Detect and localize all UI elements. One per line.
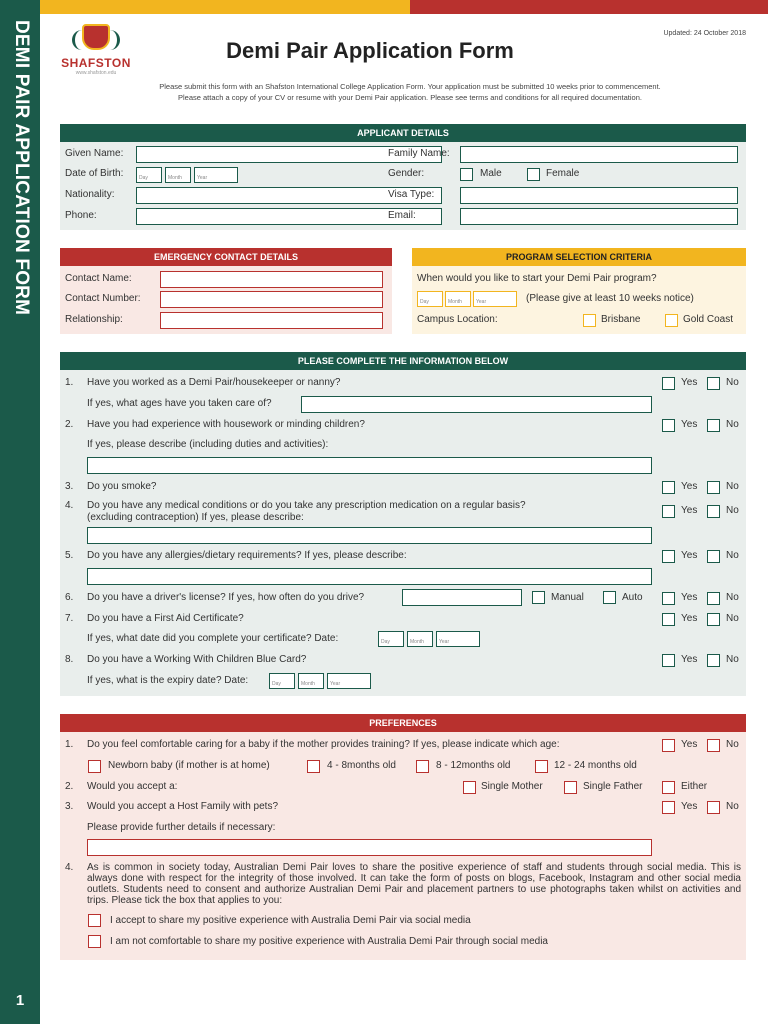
crest-icon xyxy=(82,24,110,50)
age-12-24-checkbox[interactable] xyxy=(535,760,548,773)
intro-text xyxy=(110,81,710,103)
relationship-label: Relationship: xyxy=(65,314,123,325)
yes-label: Yes xyxy=(681,481,698,492)
q7-number: 7. xyxy=(65,613,74,624)
page-title: Demi Pair Application Form xyxy=(226,38,514,63)
q5-yes-checkbox[interactable] xyxy=(662,550,675,563)
newborn-label: Newborn baby (if mother is at home) xyxy=(108,760,270,771)
q4-describe-input[interactable] xyxy=(87,527,652,544)
manual-label: Manual xyxy=(551,592,584,603)
either-label: Either xyxy=(681,781,708,792)
brisbane-checkbox[interactable] xyxy=(583,314,596,327)
applicant-header: APPLICANT DETAILS xyxy=(60,124,746,142)
q2-number: 2. xyxy=(65,419,74,430)
age-4-8-checkbox[interactable] xyxy=(307,760,320,773)
q4-number: 4. xyxy=(65,500,74,511)
q7-no-checkbox[interactable] xyxy=(707,613,720,626)
yes-label: Yes xyxy=(681,592,698,603)
logo-sub: www.shafston.edu xyxy=(75,70,117,76)
contact-number-input[interactable] xyxy=(160,291,383,308)
q6-text: Do you have a driver's license? If yes, how often do you drive? xyxy=(87,592,365,603)
no-label: No xyxy=(726,801,739,812)
yes-label: Yes xyxy=(681,550,698,561)
start-day-input[interactable]: Day xyxy=(417,291,443,307)
q8-month-input[interactable]: Month xyxy=(298,673,324,689)
q4-followup: (excluding contraception) If yes, please describe: xyxy=(87,512,304,523)
top-accent-bar-gold xyxy=(0,0,410,14)
q1-text: Have you worked as a Demi Pair/housekeeper or nanny? xyxy=(87,377,341,388)
family-name-input[interactable] xyxy=(460,146,738,163)
q2-describe-input[interactable] xyxy=(87,457,652,474)
family-name-label: Family Name: xyxy=(388,148,450,159)
gender-label: Gender: xyxy=(388,168,425,179)
contact-number-label: Contact Number: xyxy=(65,293,141,304)
goldcoast-label: Gold Coast xyxy=(683,314,734,325)
q3-yes-checkbox[interactable] xyxy=(662,481,675,494)
email-label: Email: xyxy=(388,210,416,221)
no-label: No xyxy=(726,419,739,430)
notice-text: (Please give at least 10 weeks notice) xyxy=(526,293,694,304)
intro-line-1: Please submit this form with an Shafston International College Application Form. Your application must be submitted 10 weeks prior to commencement. xyxy=(159,82,661,91)
q7-month-input[interactable]: Month xyxy=(407,631,433,647)
q3-number: 3. xyxy=(65,481,74,492)
phone-label: Phone: xyxy=(65,210,97,221)
q6-frequency-input[interactable] xyxy=(402,589,522,606)
given-name-label: Given Name: xyxy=(65,148,124,159)
single-father-label: Single Father xyxy=(583,781,643,792)
side-title: DEMI PAIR APPLICATION FORM xyxy=(11,20,32,316)
q5-no-checkbox[interactable] xyxy=(707,550,720,563)
age-8-12-checkbox[interactable] xyxy=(416,760,429,773)
p4-text: As is common in society today, Australian Demi Pair loves to share the positive experience of staff and students through social media. This is always done with respect for the integrity of those involved. It can take the form of posts on blogs, Facebook, Instagram and other social media outlets. Students need to consent and authorize Australian Demi Pair and placement partners to use photographs taken whilst on activities and trips. Please tick the box that applies to you: xyxy=(87,862,741,906)
p2-number: 2. xyxy=(65,781,74,792)
q5-number: 5. xyxy=(65,550,74,561)
information-section xyxy=(60,352,746,696)
dob-month-input[interactable]: Month xyxy=(165,167,191,183)
program-selection-section xyxy=(412,248,746,334)
age-4-8-label: 4 - 8months old xyxy=(327,760,396,771)
email-input[interactable] xyxy=(460,208,738,225)
no-label: No xyxy=(726,377,739,388)
social-accept-label: I accept to share my positive experience with Australia Demi Pair via social media xyxy=(110,915,471,926)
q8-yes-checkbox[interactable] xyxy=(662,654,675,667)
q1-ages-input[interactable] xyxy=(301,396,652,413)
preferences-section xyxy=(60,714,746,960)
yes-label: Yes xyxy=(681,739,698,750)
q4-no-checkbox[interactable] xyxy=(707,505,720,518)
q2-text: Have you had experience with housework or minding children? xyxy=(87,419,365,430)
q3-text: Do you smoke? xyxy=(87,481,157,492)
brisbane-label: Brisbane xyxy=(601,314,641,325)
q4-text: Do you have any medical conditions or do you take any prescription medication on a regular basis? xyxy=(87,500,526,511)
p3-text: Would you accept a Host Family with pets? xyxy=(87,801,279,812)
q1-followup: If yes, what ages have you taken care of? xyxy=(87,398,272,409)
campus-label: Campus Location: xyxy=(417,314,498,325)
female-checkbox[interactable] xyxy=(527,168,540,181)
preferences-header: PREFERENCES xyxy=(60,714,746,732)
q5-text: Do you have any allergies/dietary requirements? If yes, please describe: xyxy=(87,550,407,561)
yes-label: Yes xyxy=(681,654,698,665)
q7-year-input[interactable]: Year xyxy=(436,631,480,647)
female-label: Female xyxy=(546,168,580,179)
age-12-24-label: 12 - 24 months old xyxy=(554,760,637,771)
q2-no-checkbox[interactable] xyxy=(707,419,720,432)
age-8-12-label: 8 - 12months old xyxy=(436,760,511,771)
q5-describe-input[interactable] xyxy=(87,568,652,585)
dob-label: Date of Birth: xyxy=(65,168,124,179)
visa-type-label: Visa Type: xyxy=(388,189,435,200)
program-header: PROGRAM SELECTION CRITERIA xyxy=(412,248,746,266)
start-year-input[interactable]: Year xyxy=(473,291,517,307)
p4-number: 4. xyxy=(65,862,74,873)
q7-text: Do you have a First Aid Certificate? xyxy=(87,613,244,624)
dob-year-input[interactable]: Year xyxy=(194,167,238,183)
p3-no-checkbox[interactable] xyxy=(707,801,720,814)
no-label: No xyxy=(726,654,739,665)
emergency-header: EMERGENCY CONTACT DETAILS xyxy=(60,248,392,266)
contact-name-label: Contact Name: xyxy=(65,273,132,284)
auto-label: Auto xyxy=(622,592,643,603)
q1-no-checkbox[interactable] xyxy=(707,377,720,390)
q4-yes-checkbox[interactable] xyxy=(662,505,675,518)
visa-type-input[interactable] xyxy=(460,187,738,204)
p3-followup: Please provide further details if necessary: xyxy=(87,822,276,833)
no-label: No xyxy=(726,481,739,492)
q1-number: 1. xyxy=(65,377,74,388)
p3-number: 3. xyxy=(65,801,74,812)
top-accent-bar-red xyxy=(410,0,768,14)
p1-yes-checkbox[interactable] xyxy=(662,739,675,752)
q2-followup: If yes, please describe (including duties and activities): xyxy=(87,439,329,450)
newborn-checkbox[interactable] xyxy=(88,760,101,773)
applicant-details-section xyxy=(60,124,746,230)
q7-yes-checkbox[interactable] xyxy=(662,613,675,626)
yes-label: Yes xyxy=(681,613,698,624)
social-decline-label: I am not comfortable to share my positive experience with Australia Demi Pair through social media xyxy=(110,936,548,947)
relationship-input[interactable] xyxy=(160,312,383,329)
q2-yes-checkbox[interactable] xyxy=(662,419,675,432)
q8-day-input[interactable]: Day xyxy=(269,673,295,689)
no-label: No xyxy=(726,739,739,750)
p3-details-input[interactable] xyxy=(87,839,652,856)
single-mother-checkbox[interactable] xyxy=(463,781,476,794)
q8-number: 8. xyxy=(65,654,74,665)
no-label: No xyxy=(726,613,739,624)
either-checkbox[interactable] xyxy=(662,781,675,794)
goldcoast-checkbox[interactable] xyxy=(665,314,678,327)
p2-text: Would you accept a: xyxy=(87,781,178,792)
yes-label: Yes xyxy=(681,801,698,812)
q6-yes-checkbox[interactable] xyxy=(662,592,675,605)
single-father-checkbox[interactable] xyxy=(564,781,577,794)
intro-line-2: Please attach a copy of your CV or resume with your Demi Pair application. Please see terms and conditions for all required documentation. xyxy=(178,93,642,102)
p3-yes-checkbox[interactable] xyxy=(662,801,675,814)
p1-number: 1. xyxy=(65,739,74,750)
dob-day-input[interactable]: Day xyxy=(136,167,162,183)
q8-year-input[interactable]: Year xyxy=(327,673,371,689)
logo-name: SHAFSTON xyxy=(61,56,131,70)
no-label: No xyxy=(726,505,739,516)
updated-date: Updated: 24 October 2018 xyxy=(663,30,746,37)
nationality-label: Nationality: xyxy=(65,189,115,200)
information-header: PLEASE COMPLETE THE INFORMATION BELOW xyxy=(60,352,746,370)
single-mother-label: Single Mother xyxy=(481,781,543,792)
yes-label: Yes xyxy=(681,377,698,388)
start-question: When would you like to start your Demi Pair program? xyxy=(417,273,657,284)
page-number: 1 xyxy=(15,992,25,1009)
yes-label: Yes xyxy=(681,419,698,430)
q8-text: Do you have a Working With Children Blue Card? xyxy=(87,654,307,665)
p1-no-checkbox[interactable] xyxy=(707,739,720,752)
contact-name-input[interactable] xyxy=(160,271,383,288)
q6-number: 6. xyxy=(65,592,74,603)
q1-yes-checkbox[interactable] xyxy=(662,377,675,390)
q6-no-checkbox[interactable] xyxy=(707,592,720,605)
social-accept-checkbox[interactable] xyxy=(88,914,101,927)
p1-text: Do you feel comfortable caring for a baby if the mother provides training? If yes, please indicate which age: xyxy=(87,739,560,750)
male-checkbox[interactable] xyxy=(460,168,473,181)
q3-no-checkbox[interactable] xyxy=(707,481,720,494)
social-decline-checkbox[interactable] xyxy=(88,935,101,948)
no-label: No xyxy=(726,592,739,603)
male-label: Male xyxy=(480,168,502,179)
q7-followup: If yes, what date did you complete your certificate? Date: xyxy=(87,633,339,644)
q7-day-input[interactable]: Day xyxy=(378,631,404,647)
auto-checkbox[interactable] xyxy=(603,591,616,604)
manual-checkbox[interactable] xyxy=(532,591,545,604)
start-month-input[interactable]: Month xyxy=(445,291,471,307)
q8-no-checkbox[interactable] xyxy=(707,654,720,667)
shafston-logo xyxy=(60,24,132,76)
q8-followup: If yes, what is the expiry date? Date: xyxy=(87,675,249,686)
yes-label: Yes xyxy=(681,505,698,516)
no-label: No xyxy=(726,550,739,561)
emergency-contact-section xyxy=(60,248,392,334)
